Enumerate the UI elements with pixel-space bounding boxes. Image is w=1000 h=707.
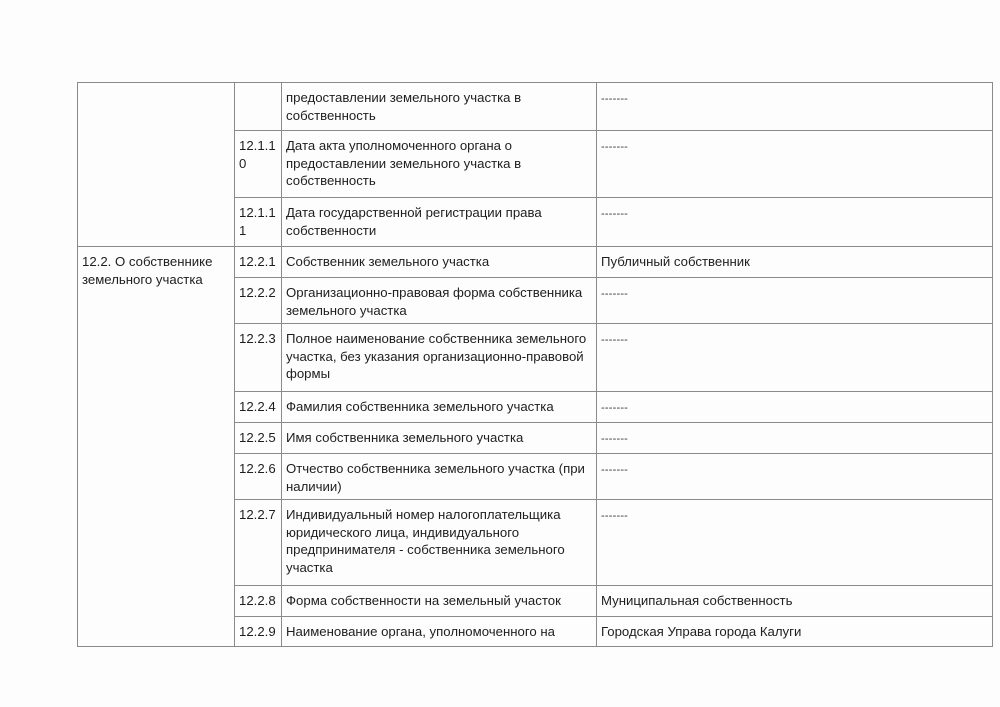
row-number (235, 83, 282, 131)
row-label: Полное наименование собственника земельного участка, без указания организационно-правовой формы (282, 324, 597, 392)
row-value (597, 423, 993, 454)
row-number: 12.2.7 (235, 500, 282, 586)
row-label: Отчество собственника земельного участка (при наличии) (282, 454, 597, 500)
value-text: ------- (601, 510, 629, 522)
row-label: Форма собственности на земельный участок (282, 586, 597, 617)
row-value (597, 83, 993, 131)
row-value: Публичный собственник (597, 247, 993, 278)
row-number: 12.2.1 (235, 247, 282, 278)
value-text: ------- (601, 464, 629, 476)
value-text: ------- (601, 433, 629, 445)
row-label: Фамилия собственника земельного участка (282, 392, 597, 423)
value-text: ------- (601, 334, 629, 346)
value-text: ------- (601, 402, 629, 414)
land-plot-info-table (77, 82, 993, 647)
row-label: Организационно-правовая форма собственника земельного участка (282, 278, 597, 324)
row-value (597, 131, 993, 198)
row-label: Дата акта уполномоченного органа о предоставлении земельного участка в собственность (282, 131, 597, 198)
row-value (597, 392, 993, 423)
row-number: 12.2.6 (235, 454, 282, 500)
section-cell-empty (78, 83, 235, 247)
row-value (597, 198, 993, 247)
row-value (597, 500, 993, 586)
row-value (597, 324, 993, 392)
row-label: Индивидуальный номер налогоплательщика юридического лица, индивидуального предпринимателя - собственника земельного участка (282, 500, 597, 586)
row-value: Муниципальная собственность (597, 586, 993, 617)
row-number: 12.1.1 0 (235, 131, 282, 198)
row-number: 12.2.4 (235, 392, 282, 423)
row-number: 12.2.9 (235, 617, 282, 647)
row-number: 12.2.2 (235, 278, 282, 324)
row-number: 12.2.8 (235, 586, 282, 617)
row-label: Собственник земельного участка (282, 247, 597, 278)
table-row (78, 247, 993, 278)
row-value: Городская Управа города Калуги (597, 617, 993, 647)
row-label: Наименование органа, уполномоченного на (282, 617, 597, 647)
value-text: ------- (601, 93, 629, 105)
value-text: ------- (601, 208, 629, 220)
row-label: Дата государственной регистрации права собственности (282, 198, 597, 247)
section-title-cell: 12.2. О собственнике земельного участка (78, 247, 235, 647)
value-text: ------- (601, 141, 629, 153)
value-text: ------- (601, 288, 629, 300)
row-number: 12.2.3 (235, 324, 282, 392)
row-value (597, 454, 993, 500)
row-label: предоставлении земельного участка в собственность (282, 83, 597, 131)
row-number: 12.1.1 1 (235, 198, 282, 247)
row-value (597, 278, 993, 324)
row-number: 12.2.5 (235, 423, 282, 454)
row-label: Имя собственника земельного участка (282, 423, 597, 454)
table-row (78, 83, 993, 131)
